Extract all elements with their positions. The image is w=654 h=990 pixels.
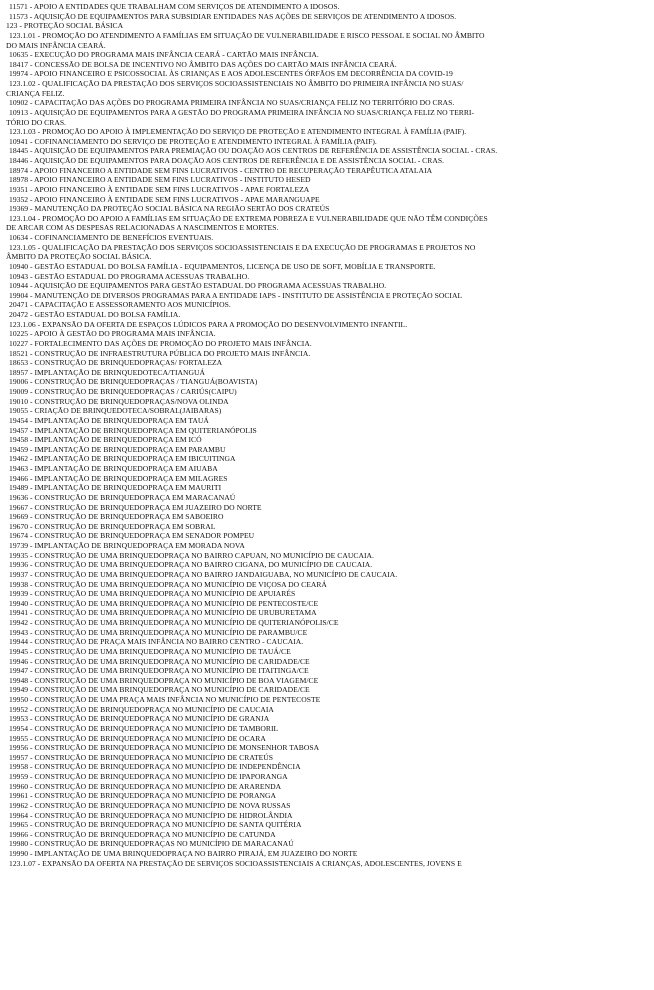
text-line: 19948 - CONSTRUÇÃO DE UMA BRINQUEDOPRAÇA NO MUNICÍPIO DE BOA VIAGEM/CE xyxy=(9,675,319,685)
text-line: 20472 - GESTÃO ESTADUAL DO BOLSA FAMÍLIA. xyxy=(9,310,181,319)
text-line: 123.1.03 - PROMOÇÃO DO APOIO À IMPLEMENTAÇÃO DO SERVIÇO DE PROTEÇÃO E ATENDIMENTO INTEGRAL À FAMÍLIA (PAIF). xyxy=(9,127,467,137)
text-line: 18521 - CONSTRUÇÃO DE INFRAESTRUTURA PÚBLICA DO PROJETO MAIS INFÂNCIA. xyxy=(9,348,311,358)
text-line: 11573 - AQUISIÇÃO DE EQUIPAMENTOS PARA SUBSIDIAR ENTIDADES NAS AÇÕES DE SERVIÇOS DE ATENDIMENTO A IDOSOS. xyxy=(9,11,457,21)
text-line: 18445 - AQUISIÇÃO DE EQUIPAMENTOS PARA PREMIAÇÃO OU DOAÇÃO AOS CENTROS DE REFERÊNCIA DE ASSISTÊNCIA SOCIAL - CRAS. xyxy=(9,146,498,156)
text-line: 19938 - CONSTRUÇÃO DE UMA BRINQUEDOPRAÇA NO MUNICÍPIO DE VIÇOSA DO CEARÁ xyxy=(9,579,327,589)
text-line: 18446 - AQUISIÇÃO DE EQUIPAMENTOS PARA DOAÇÃO AOS CENTROS DE REFERÊNCIA E DE ASSISTÊNCIA SOCIAL - CRAS. xyxy=(9,156,445,165)
text-line: 123.1.04 - PROMOÇÃO DO APOIO A FAMÍLIAS EM SITUAÇÃO DE EXTREMA POBREZA E VULNERABILIDADE QUE NÃO TÊM CONDIÇÕES xyxy=(9,213,488,223)
text-line: 19463 - IMPLANTAÇÃO DE BRINQUEDOPRAÇA EM AIUABA xyxy=(9,464,218,473)
text-line: 19958 - CONSTRUÇÃO DE BRINQUEDOPRAÇA NO MUNICÍPIO DE INDEPENDÊNCIA xyxy=(9,762,301,772)
text-line: 19454 - IMPLANTAÇÃO DE BRINQUEDOPRAÇA EM TAUÁ xyxy=(9,415,209,425)
text-line: 19955 - CONSTRUÇÃO DE BRINQUEDOPRAÇA NO MUNICÍPIO DE OCARA xyxy=(9,733,266,743)
text-line: 19960 - CONSTRUÇÃO DE BRINQUEDOPRAÇA NO MUNICÍPIO DE ARARENDA xyxy=(9,781,282,791)
text-line: 19944 - CONSTRUÇÃO DE PRAÇA MAIS INFÂNCIA NO BAIRRO CENTRO - CAUCAIA. xyxy=(9,637,304,647)
text-line: 19457 - IMPLANTAÇÃO DE BRINQUEDOPRAÇA EM QUITERIANÓPOLIS xyxy=(9,425,257,435)
text-line: 19352 - APOIO FINANCEIRO À ENTIDADE SEM FINS LUCRATIVOS - APAE MARANGUAPE xyxy=(9,194,320,204)
text-line: 123.1.06 - EXPANSÃO DA OFERTA DE ESPAÇOS LÚDICOS PARA A PROMOÇÃO DO DESENVOLVIMENTO INFANTIL. xyxy=(9,319,408,329)
text-line: 18653 - CONSTRUÇÃO DE BRINQUEDOPRAÇAS/ FORTALEZA xyxy=(9,358,223,368)
text-line: 123.1.02 - QUALIFICAÇÃO DA PRESTAÇÃO DOS SERVIÇOS SOCIOASSISTENCIAIS NO ÂMBITO DO PRIMEIRA INFÂNCIA NO SUAS/ xyxy=(9,79,464,88)
text-line: 19670 - CONSTRUÇÃO DE BRINQUEDOPRAÇA EM SOBRAL xyxy=(9,521,216,531)
text-line: 19962 - CONSTRUÇÃO DE BRINQUEDOPRAÇA NO MUNICÍPIO DE NOVA RUSSAS xyxy=(9,800,291,810)
text-line: 19006 - CONSTRUÇÃO DE BRINQUEDOPRAÇAS / TIANGUÁ(BOAVISTA) xyxy=(9,377,258,387)
text-line: 19974 - APOIO FINANCEIRO E PSICOSSOCIAL ÀS CRIANÇAS E AOS ADOLESCENTES ÓRFÃOS EM DECORRÊNCIA DA COVID-19 xyxy=(9,69,453,79)
text-line: 19462 - IMPLANTAÇÃO DE BRINQUEDOPRAÇA EM IBICUITINGA xyxy=(9,454,236,464)
text-line: 19055 - CRIAÇÃO DE BRINQUEDOTECA/SOBRAL(JAIBARAS) xyxy=(9,406,222,416)
text-line: 19964 - CONSTRUÇÃO DE BRINQUEDOPRAÇA NO MUNICÍPIO DE HIDROLÂNDIA xyxy=(9,810,293,820)
text-line: 19009 - CONSTRUÇÃO DE BRINQUEDOPRAÇAS / CARIÚS(CAIPU) xyxy=(9,387,237,396)
text-line: 19956 - CONSTRUÇÃO DE BRINQUEDOPRAÇA NO MUNICÍPIO DE MONSENHOR TABOSA xyxy=(9,743,320,753)
text-line: 19952 - CONSTRUÇÃO DE BRINQUEDOPRAÇA NO MUNICÍPIO DE CAUCAIA xyxy=(9,704,274,714)
text-line: 19669 - CONSTRUÇÃO DE BRINQUEDOPRAÇA EM SABOEIRO xyxy=(9,512,224,522)
text-line: 19965 - CONSTRUÇÃO DE BRINQUEDOPRAÇA NO MUNICÍPIO DE SANTA QUITÉRIA xyxy=(9,820,302,830)
text-line: 19950 - CONSTRUÇÃO DE UMA PRAÇA MAIS INFÂNCIA NO MUNICÍPIO DE PENTECOSTE xyxy=(9,695,321,704)
text-line: 19957 - CONSTRUÇÃO DE BRINQUEDOPRAÇA NO MUNICÍPIO DE CRATEÚS xyxy=(9,752,274,762)
text-line: 19961 - CONSTRUÇÃO DE BRINQUEDOPRAÇA NO MUNICÍPIO DE PORANGA xyxy=(9,791,276,801)
text-line: 19946 - CONSTRUÇÃO DE UMA BRINQUEDOPRAÇA NO MUNICÍPIO DE CARIDADE/CE xyxy=(9,656,310,666)
text-line: 10941 - COFINANCIAMENTO DO SERVIÇO DE PROTEÇÃO E ATENDIMENTO INTEGRAL À FAMÍLIA (PAIF). xyxy=(9,136,377,146)
text-line: 123 - PROTEÇÃO SOCIAL BÁSICA xyxy=(6,21,124,31)
text-line: 19904 - MANUTENÇÃO DE DIVERSOS PROGRAMAS PARA A ENTIDADE IAPS - INSTITUTO DE ASSISTÊNCIA E PROTEÇÃO SOCIAL xyxy=(9,290,463,300)
text-line: 19980 - CONSTRUÇÃO DE BRINQUEDOPRAÇAS NO MUNICÍPIO DE MARACANAÚ xyxy=(9,839,294,849)
text-line: TÓRIO DO CRAS. xyxy=(6,117,66,127)
text-line: 18978 - APOIO FINANCEIRO A ENTIDADE SEM FINS LUCRATIVOS - INSTITUTO HESED xyxy=(9,175,311,185)
text-line: 19959 - CONSTRUÇÃO DE BRINQUEDOPRAÇA NO MUNICÍPIO DE IPAPORANGA xyxy=(9,772,288,781)
text-line: 19489 - IMPLANTAÇÃO DE BRINQUEDOPRAÇA EM MAURITI xyxy=(9,483,222,493)
text-line: 19636 - CONSTRUÇÃO DE BRINQUEDOPRAÇA EM MARACANAÚ xyxy=(9,492,236,502)
text-line: 19945 - CONSTRUÇÃO DE UMA BRINQUEDOPRAÇA NO MUNICÍPIO DE TAUÁ/CE xyxy=(9,646,291,656)
text-line: 123.1.01 - PROMOÇÃO DO ATENDIMENTO A FAMÍLIAS EM SITUAÇÃO DE VULNERABILIDADE E RISCO PESSOAL E SOCIAL NO ÂMBITO xyxy=(9,30,485,40)
text-line: 19458 - IMPLANTAÇÃO DE BRINQUEDOPRAÇA EM ICÓ xyxy=(9,435,202,445)
text-line: 19954 - CONSTRUÇÃO DE BRINQUEDOPRAÇA NO MUNICÍPIO DE TAMBORIL xyxy=(9,723,279,733)
text-line: 19010 - CONSTRUÇÃO DE BRINQUEDOPRAÇAS/NOVA OLINDA xyxy=(9,396,229,406)
text-line: 19990 - IMPLANTAÇÃO DE UMA BRINQUEDOPRAÇA NO BAIRRO PIRAJÁ, EM JUAZEIRO DO NORTE xyxy=(9,849,358,858)
text-line: 19935 - CONSTRUÇÃO DE UMA BRINQUEDOPRAÇA NO BAIRRO CAPUAN, NO MUNICÍPIO DE CAUCAIA. xyxy=(9,550,374,560)
text-line: 123.1.05 - QUALIFICAÇÃO DA PRESTAÇÃO DOS SERVIÇOS SOCIOASSISTENCIAIS E DA EXECUÇÃO DE PROGRAMAS E PROJETOS NO xyxy=(9,242,476,252)
text-line: 19953 - CONSTRUÇÃO DE BRINQUEDOPRAÇA NO MUNICÍPIO DE GRANJA xyxy=(9,714,270,724)
text-line: 19351 - APOIO FINANCEIRO À ENTIDADE SEM FINS LUCRATIVOS - APAE FORTALEZA xyxy=(9,184,310,194)
text-line: 10225 - APOIO À GESTÃO DO PROGRAMA MAIS INFÂNCIA. xyxy=(9,329,216,339)
text-line: 19949 - CONSTRUÇÃO DE UMA BRINQUEDOPRAÇA NO MUNICÍPIO DE CARIDADE/CE xyxy=(9,685,310,695)
text-line: 18417 - CONCESSÃO DE BOLSA DE INCENTIVO NO ÂMBITO DAS AÇÕES DO CARTÃO MAIS INFÂNCIA CEARÁ. xyxy=(9,59,397,69)
text-line: 10902 - CAPACITAÇÃO DAS AÇÕES DO PROGRAMA PRIMEIRA INFÂNCIA NO SUAS/CRIANÇA FELIZ NO TERRITÓRIO DO CRAS. xyxy=(9,98,455,108)
text-line: CRIANÇA FELIZ. xyxy=(6,88,65,98)
text-line: 123.1.07 - EXPANSÃO DA OFERTA NA PRESTAÇÃO DE SERVIÇOS SOCIOASSISTENCIAIS A CRIANÇAS, ADOLESCENTES, JOVENS E xyxy=(9,858,462,868)
text-line: 19943 - CONSTRUÇÃO DE UMA BRINQUEDOPRAÇA NO MUNICÍPIO DE PARAMBU/CE xyxy=(9,627,308,637)
text-line: 11571 - APOIO A ENTIDADES QUE TRABALHAM COM SERVIÇOS DE ATENDIMENTO A IDOSOS. xyxy=(9,2,340,11)
text-line: 10913 - AQUISIÇÃO DE EQUIPAMENTOS PARA A GESTÃO DO PROGRAMA PRIMEIRA INFÂNCIA NO SUAS/CRIANÇA FELIZ NO TERRI- xyxy=(9,107,475,117)
text-line: 19941 - CONSTRUÇÃO DE UMA BRINQUEDOPRAÇA NO MUNICÍPIO DE URUBURETAMA xyxy=(9,608,317,618)
text-line: 18974 - APOIO FINANCEIRO A ENTIDADE SEM FINS LUCRATIVOS - CENTRO DE RECUPERAÇÃO TERAPÊUTICA ATALAIA xyxy=(9,165,433,175)
text-line: 19667 - CONSTRUÇÃO DE BRINQUEDOPRAÇA EM JUAZEIRO DO NORTE xyxy=(9,502,262,512)
text-line: 19369 - MANUTENÇÃO DA PROTEÇÃO SOCIAL BÁSICA NA REGIÃO SERTÃO DOS CRATEÚS xyxy=(9,204,330,214)
text-line: 19942 - CONSTRUÇÃO DE UMA BRINQUEDOPRAÇA NO MUNICÍPIO DE QUITERIANÓPOLIS/CE xyxy=(9,618,339,627)
text-line: 10940 - GESTÃO ESTADUAL DO BOLSA FAMÍLIA - EQUIPAMENTOS, LICENÇA DE USO DE SOFT, MOBÍLIA E TRANSPORTE. xyxy=(9,261,436,271)
text-line: 19936 - CONSTRUÇÃO DE UMA BRINQUEDOPRAÇA NO BAIRRO CIGANA, DO MUNICÍPIO DE CAUCAIA. xyxy=(9,560,373,570)
text-line: 19739 - IMPLANTAÇÃO DE BRINQUEDOPRAÇA EM MORADA NOVA xyxy=(9,541,245,550)
text-line: 18957 - IMPLANTAÇÃO DE BRINQUEDOTECA/TIANGUÁ xyxy=(9,367,206,377)
text-line: 10944 - AQUISIÇÃO DE EQUIPAMENTOS PARA GESTÃO ESTADUAL DO PROGRAMA ACESSUAS TRABALHO. xyxy=(9,281,387,291)
text-line: 19939 - CONSTRUÇÃO DE UMA BRINQUEDOPRAÇA NO MUNICÍPIO DE APUIARÉS xyxy=(9,589,296,599)
text-line: 19937 - CONSTRUÇÃO DE UMA BRINQUEDOPRAÇA NO BAIRRO JANDAIGUABA, NO MUNICÍPIO DE CAUCAIA. xyxy=(9,569,398,579)
text-line: 19947 - CONSTRUÇÃO DE UMA BRINQUEDOPRAÇA NO MUNICÍPIO DE ITAITINGA/CE xyxy=(9,666,309,676)
text-line: 10635 - EXECUÇÃO DO PROGRAMA MAIS INFÂNCIA CEARÁ - CARTÃO MAIS INFÂNCIA. xyxy=(9,50,319,60)
text-line: 19940 - CONSTRUÇÃO DE UMA BRINQUEDOPRAÇA NO MUNICÍPIO DE PENTECOSTE/CE xyxy=(9,598,319,608)
text-line: 19466 - IMPLANTAÇÃO DE BRINQUEDOPRAÇA EM MILAGRES xyxy=(9,473,228,483)
text-line: 10634 - COFINANCIAMENTO DE BENEFÍCIOS EVENTUAIS. xyxy=(9,233,214,242)
text-line: DE ARCAR COM AS DESPESAS RELACIONADAS A NASCIMENTOS E MORTES. xyxy=(6,223,279,233)
text-line: ÂMBITO DA PROTEÇÃO SOCIAL BÁSICA. xyxy=(6,252,152,262)
text-line: 19674 - CONSTRUÇÃO DE BRINQUEDOPRAÇA EM SENADOR POMPEU xyxy=(9,531,255,541)
text-line: 19966 - CONSTRUÇÃO DE BRINQUEDOPRAÇA NO MUNICÍPIO DE CATUNDA xyxy=(9,829,276,839)
text-line: 20471 - CAPACITAÇÃO E ASSESSORAMENTO AOS MUNICÍPIOS. xyxy=(9,300,231,310)
text-line: 10227 - FORTALECIMENTO DAS AÇÕES DE PROMOÇÃO DO PROJETO MAIS INFÂNCIA. xyxy=(9,338,312,348)
text-line: DO MAIS INFÂNCIA CEARÁ. xyxy=(6,40,106,50)
text-line: 19459 - IMPLANTAÇÃO DE BRINQUEDOPRAÇA EM PARAMBU xyxy=(9,444,226,454)
text-line: 10943 - GESTÃO ESTADUAL DO PROGRAMA ACESSUAS TRABALHO. xyxy=(9,271,250,281)
